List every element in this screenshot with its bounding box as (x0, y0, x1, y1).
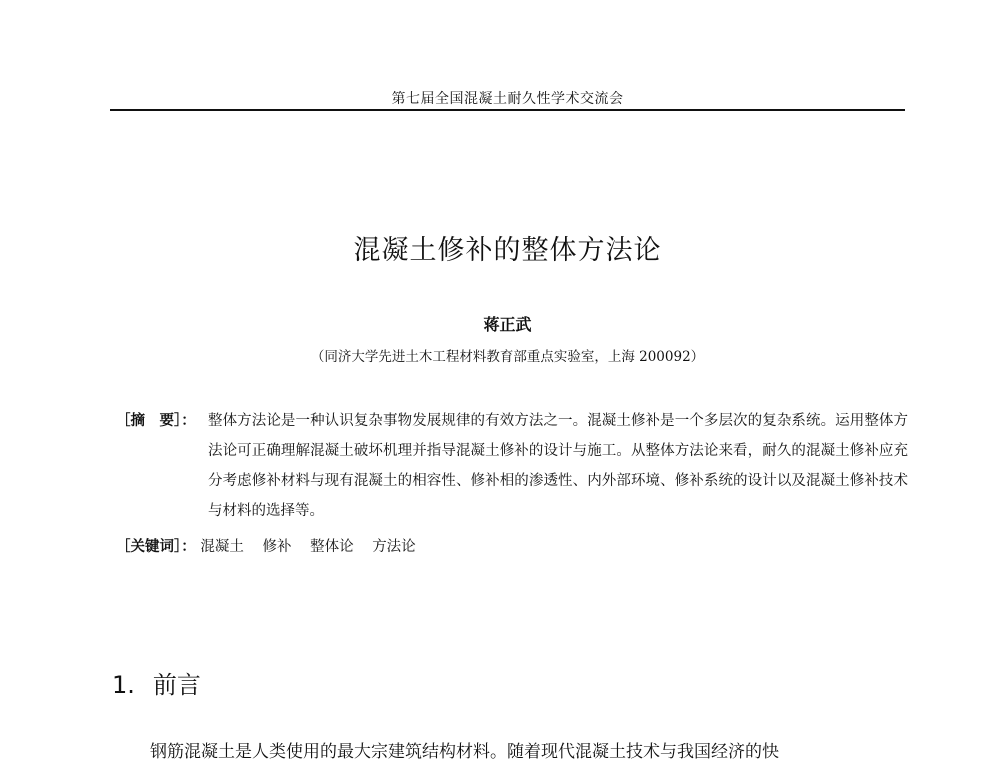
section-heading (112, 665, 201, 700)
author-affiliation: （同济大学先进土木工程材料教育部重点实验室，上海 200092） (310, 349, 705, 365)
keywords-label: ［关键词］： (116, 538, 196, 555)
abstract-label: ［摘 要］： (116, 412, 196, 429)
body-paragraph: 钢筋混凝土是人类使用的最大宗建筑结构材料。随着现代混凝土技术与我国经济的快 (150, 742, 779, 762)
keyword-item: 混凝土 (200, 539, 244, 555)
header-rule (110, 109, 905, 111)
section-title: 前言 (152, 671, 201, 699)
paper-title: 混凝土修补的整体方法论 (353, 235, 662, 266)
abstract-text: 整体方法论是一种认识复杂事物发展规律的有效方法之一。混凝土修补是一个多层次的复杂系统。运用整体方法论可正确理解混凝土破坏机理并指导混凝土修补的设计与施工。从整体方法论来看，耐久的混凝土修补应充分考虑修补材料与现有混凝土的相容性、修补相的渗透性、内外部环境、修补系统的设计以及混凝土修补技术与材料的选择等。 (208, 413, 908, 519)
running-header: 第七届全国混凝土耐久性学术交流会 (391, 91, 624, 107)
abstract (116, 406, 908, 526)
keyword-item: 修补 (262, 539, 292, 555)
keyword-item: 整体论 (310, 539, 354, 555)
section-number: 1. (112, 671, 135, 699)
author-name: 蒋正武 (483, 315, 532, 334)
keywords (116, 532, 430, 562)
keyword-item: 方法论 (372, 539, 416, 555)
